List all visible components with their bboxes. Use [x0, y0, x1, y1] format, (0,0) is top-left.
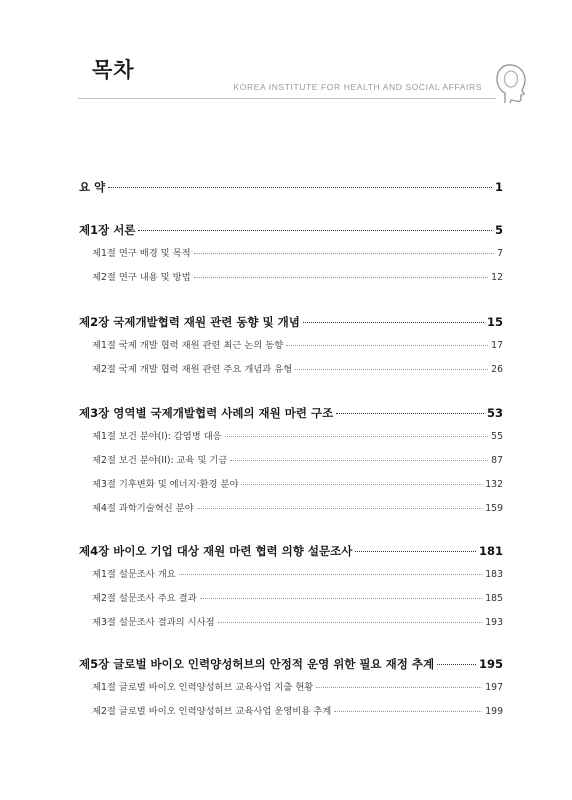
- toc-entry-title: 제3절 기후변화 및 에너지·환경 분야: [92, 479, 239, 490]
- toc-page-number: 199: [485, 706, 503, 717]
- toc-page-number: 193: [485, 617, 503, 628]
- toc-section-entry[interactable]: [92, 269, 503, 283]
- toc-dot-leader: [138, 218, 492, 231]
- toc-page-number: 7: [497, 248, 503, 259]
- toc-page-number: 55: [491, 431, 503, 442]
- toc-entry-title: 제1절 보건 분야(I): 감염병 대응: [92, 431, 222, 442]
- toc-page-number: 5: [494, 222, 503, 237]
- toc-entry-title: 요 약: [79, 179, 106, 194]
- toc-entry-title: 제5장 글로벌 바이오 인력양성허브의 안정적 운영 위한 필요 재정 추계: [79, 656, 435, 671]
- toc-entry-title: 제4장 바이오 기업 대상 재원 마련 협력 의향 설문조사: [79, 543, 353, 558]
- toc-dot-leader: [230, 451, 488, 461]
- toc-section-entry[interactable]: [92, 679, 503, 693]
- toc-page-number: 87: [491, 455, 503, 466]
- toc-dot-leader: [303, 310, 484, 323]
- toc-section-entry[interactable]: [92, 614, 503, 628]
- toc-page-number: 183: [485, 569, 503, 580]
- toc-dot-leader: [336, 401, 484, 414]
- toc-page-number: 197: [485, 682, 503, 693]
- toc-dot-leader: [437, 652, 476, 665]
- toc-section-entry[interactable]: [92, 337, 503, 351]
- toc-page-number: 132: [485, 479, 503, 490]
- toc-dot-leader: [316, 678, 482, 688]
- toc-page-number: 15: [486, 314, 503, 329]
- toc-dot-leader: [295, 360, 488, 370]
- toc-page-number: 17: [491, 340, 503, 351]
- toc-chapter-entry[interactable]: [79, 542, 503, 559]
- toc-page-number: 26: [491, 364, 503, 375]
- toc-dot-leader: [108, 175, 492, 188]
- toc-section-entry[interactable]: [92, 500, 503, 514]
- toc-chapter-entry[interactable]: [79, 655, 503, 672]
- toc-page-number: 12: [491, 272, 503, 283]
- toc-section-entry[interactable]: [92, 452, 503, 466]
- toc-dot-leader: [194, 244, 495, 254]
- toc-page-number: 1: [494, 179, 503, 194]
- toc-dot-leader: [194, 268, 489, 278]
- toc-dot-leader: [179, 565, 483, 575]
- toc-entry-title: 제2절 국제 개발 협력 재원 관련 주요 개념과 유형: [92, 364, 293, 375]
- toc-entry-title: 제2절 글로벌 바이오 인력양성허브 교육사업 운영비용 추계: [92, 706, 332, 717]
- toc-chapter-entry[interactable]: [79, 313, 503, 330]
- toc-dot-leader: [200, 589, 483, 599]
- toc-section-entry[interactable]: [92, 476, 503, 490]
- toc-page-number: 185: [485, 593, 503, 604]
- toc-entry-title: 제1절 설문조사 개요: [92, 569, 176, 580]
- toc-section-entry[interactable]: [92, 245, 503, 259]
- institute-name: KOREA INSTITUTE FOR HEALTH AND SOCIAL AFFAIRS: [233, 82, 482, 92]
- toc-dot-leader: [218, 613, 483, 623]
- toc-dot-leader: [241, 475, 482, 485]
- toc-entry-title: 제2절 설문조사 주요 결과: [92, 593, 197, 604]
- toc-section-entry[interactable]: [92, 428, 503, 442]
- toc-entry-title: 제3절 설문조사 결과의 시사점: [92, 617, 215, 628]
- toc-dot-leader: [225, 427, 489, 437]
- toc-section-entry[interactable]: [92, 361, 503, 375]
- toc-chapter-entry[interactable]: [79, 404, 503, 421]
- toc-dot-leader: [197, 499, 483, 509]
- toc-entry-title: 제1장 서론: [79, 222, 136, 237]
- toc-entry-title: 제1절 글로벌 바이오 인력양성허브 교육사업 지출 현황: [92, 682, 314, 693]
- toc-page-number: 195: [478, 656, 503, 671]
- toc-dot-leader: [334, 702, 482, 712]
- toc-entry-title: 제1절 연구 배경 및 목적: [92, 248, 191, 259]
- toc-page-number: 181: [478, 543, 503, 558]
- toc-dot-leader: [355, 539, 476, 552]
- toc-entry-title: 제1절 국제 개발 협력 재원 관련 최근 논의 동향: [92, 340, 284, 351]
- page-title: 목차: [92, 58, 135, 82]
- toc-entry-title: 제2절 보건 분야(II): 교육 및 기금: [92, 455, 228, 466]
- toc-section-entry[interactable]: [92, 703, 503, 717]
- toc-page-number: 159: [485, 503, 503, 514]
- toc-dot-leader: [286, 336, 488, 346]
- toc-entry-title: 제4절 과학기술혁신 분야: [92, 503, 194, 514]
- toc-entry-title: 제3장 영역별 국제개발협력 사례의 재원 마련 구조: [79, 405, 334, 420]
- toc-section-entry[interactable]: [92, 590, 503, 604]
- toc-chapter-entry[interactable]: [79, 178, 503, 195]
- toc-entry-title: 제2절 연구 내용 및 방법: [92, 272, 191, 283]
- toc-entry-title: 제2장 국제개발협력 재원 관련 동향 및 개념: [79, 314, 300, 329]
- toc-section-entry[interactable]: [92, 566, 503, 580]
- toc-chapter-entry[interactable]: [79, 221, 503, 238]
- toc-page-number: 53: [486, 405, 503, 420]
